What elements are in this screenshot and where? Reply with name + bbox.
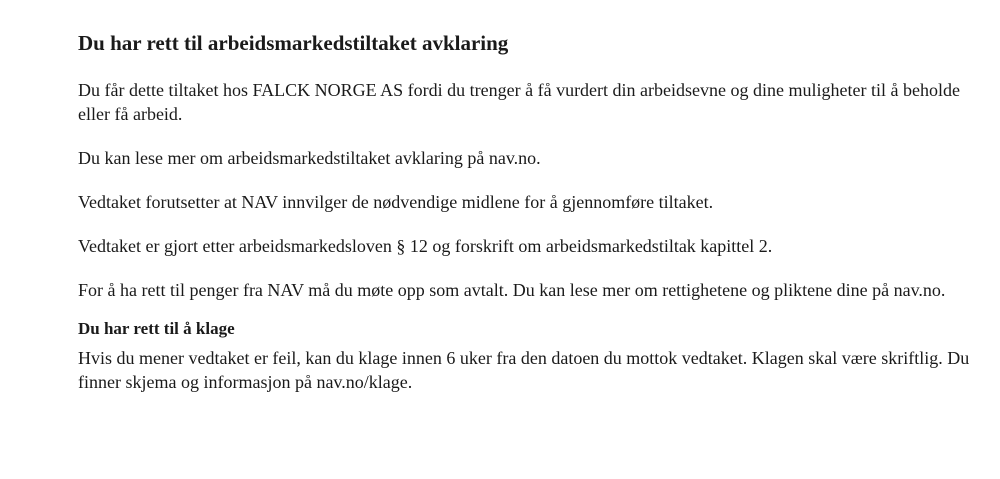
document-page	[78, 30, 978, 414]
document-heading: Du har rett til arbeidsmarkedstiltaket avklaring	[78, 31, 509, 55]
paragraph-legal-basis: Vedtaket er gjort etter arbeidsmarkedsloven § 12 og forskrift om arbeidsmarkedstiltak kapittel 2.	[78, 236, 773, 256]
paragraph-funding: Vedtaket forutsetter at NAV innvilger de nødvendige midlene for å gjennomføre tiltaket.	[78, 192, 714, 212]
appeal-paragraph: Hvis du mener vedtaket er feil, kan du klage innen 6 uker fra den datoen du mottok vedtaket. Klagen skal være skriftlig. Du finner skjema og informasjon på nav.no/klage.	[78, 348, 970, 392]
paragraph-reason: Du får dette tiltaket hos FALCK NORGE AS fordi du trenger å få vurdert din arbeidsevne og dine muligheter til å beholde eller få arbeid.	[78, 80, 960, 124]
paragraph-read-more: Du kan lese mer om arbeidsmarkedstiltaket avklaring på nav.no.	[78, 148, 541, 168]
paragraph-attendance: For å ha rett til penger fra NAV må du møte opp som avtalt. Du kan lese mer om rettighetene og pliktene dine på nav.no.	[78, 280, 946, 300]
appeal-heading: Du har rett til å klage	[78, 319, 235, 338]
